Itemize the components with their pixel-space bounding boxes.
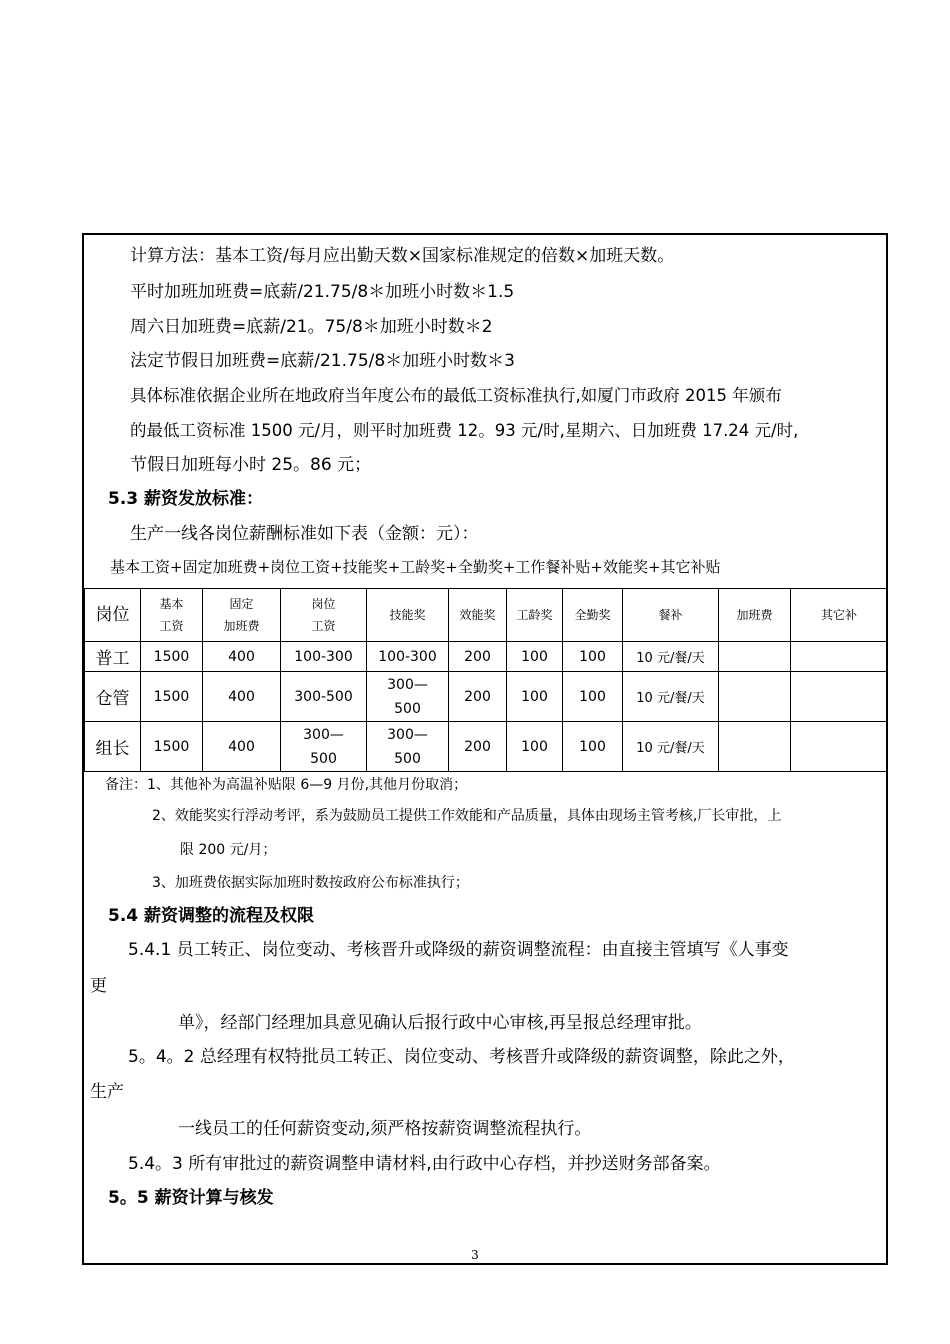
overtime-basis-line2: 的最低工资标准 1500 元/月，则平时加班费 12。93 元/时,星期六、日加班费 17.24 元/时,: [130, 421, 799, 440]
cell-meal: 10 元/餐/天: [623, 642, 719, 672]
cell-skill: 300— 500: [367, 672, 449, 722]
section-5-4-2-line1: 5。4。2 总经理有权特批员工转正、岗位变动、考核晋升或降级的薪资调整，除此之外，: [128, 1047, 795, 1067]
cell-fixed-ot: 400: [203, 672, 281, 722]
overtime-weekend-formula: 周六日加班费=底薪/21。75/8＊加班小时数＊2: [130, 317, 493, 337]
section-5-5-heading: 5。5 薪资计算与核发: [108, 1188, 274, 1208]
header-cell: 岗位 工资: [281, 589, 367, 642]
header-cell: 餐补: [623, 589, 719, 642]
cell-position: 仓管: [85, 672, 141, 722]
cell-ot: [719, 722, 791, 772]
header-cell: 效能奖: [449, 589, 507, 642]
section-5-3-intro: 生产一线各岗位薪酬标准如下表（金额：元）：: [130, 524, 479, 544]
note-2-line1: 2、效能奖实行浮动考评，系为鼓励员工提供工作效能和产品质量，具体由现场主管考核,厂长审批，上: [152, 808, 782, 824]
section-5-4-1-line1: 5.4.1 员工转正、岗位变动、考核晋升或降级的薪资调整流程：由直接主管填写《人事变: [128, 940, 789, 960]
header-cell: 基本 工资: [141, 589, 203, 642]
cell-fixed-ot: 400: [203, 722, 281, 772]
note-1: 备注：1、其他补为高温补贴限 6—9 月份,其他月份取消；: [105, 777, 468, 793]
header-cell: 工龄奖: [507, 589, 563, 642]
cell-attendance: 100: [563, 642, 623, 672]
section-5-4-1-line2: 更: [90, 976, 107, 996]
header-cell: 全勤奖: [563, 589, 623, 642]
salary-table: [84, 588, 888, 772]
section-5-3-heading: 5.3 薪资发放标准：: [108, 489, 264, 509]
cell-position: 普工: [85, 642, 141, 672]
cell-meal: 10 元/餐/天: [623, 672, 719, 722]
cell-skill: 300— 500: [367, 722, 449, 772]
section-5-4-1-line3: 单》，经部门经理加具意见确认后报行政中心审核,再呈报总经理审批。: [178, 1013, 702, 1033]
cell-other: [791, 672, 888, 722]
overtime-holiday-formula: 法定节假日加班费=底薪/21.75/8＊加班小时数＊3: [130, 351, 515, 371]
cell-post: 300— 500: [281, 722, 367, 772]
cell-attendance: 100: [563, 722, 623, 772]
cell-seniority: 100: [507, 722, 563, 772]
cell-other: [791, 722, 888, 772]
cell-fixed-ot: 400: [203, 642, 281, 672]
cell-efficiency: 200: [449, 672, 507, 722]
section-5-4-3: 5.4。3 所有审批过的薪资调整申请材料,由行政中心存档，并抄送财务部备案。: [128, 1154, 721, 1174]
cell-position: 组长: [85, 722, 141, 772]
cell-efficiency: 200: [449, 642, 507, 672]
header-cell: 其它补: [791, 589, 888, 642]
header-cell: 技能奖: [367, 589, 449, 642]
cell-base: 1500: [141, 672, 203, 722]
table-row: [85, 722, 888, 772]
overtime-basis-line1: 具体标准依据企业所在地政府当年度公布的最低工资标准执行,如厦门市政府 2015 年颁布: [130, 386, 782, 405]
table-row: [85, 672, 888, 722]
overtime-weekday-formula: 平时加班加班费=底薪/21.75/8＊加班小时数＊1.5: [130, 282, 515, 302]
section-5-4-heading: 5.4 薪资调整的流程及权限: [108, 906, 315, 926]
section-5-4-2-line2: 生产: [90, 1082, 124, 1102]
table-row: [85, 642, 888, 672]
overtime-method: 计算方法：基本工资/每月应出勤天数×国家标准规定的倍数×加班天数。: [130, 246, 675, 266]
overtime-basis-line3: 节假日加班每小时 25。86 元；: [130, 455, 372, 475]
section-5-4-2-line3: 一线员工的任何薪资变动,须严格按薪资调整流程执行。: [178, 1119, 592, 1139]
cell-post: 100-300: [281, 642, 367, 672]
cell-skill: 100-300: [367, 642, 449, 672]
note-3: 3、加班费依据实际加班时数按政府公布标准执行；: [152, 875, 469, 891]
cell-ot: [719, 672, 791, 722]
note-2-line2: 限 200 元/月；: [180, 842, 277, 858]
cell-efficiency: 200: [449, 722, 507, 772]
header-cell: 岗位: [85, 589, 141, 642]
table-header-row: [85, 589, 888, 642]
header-cell: 加班费: [719, 589, 791, 642]
cell-other: [791, 642, 888, 672]
salary-formula: 基本工资+固定加班费+岗位工资+技能奖+工龄奖+全勤奖+工作餐补贴+效能奖+其它补贴: [110, 558, 721, 576]
cell-base: 1500: [141, 642, 203, 672]
cell-seniority: 100: [507, 672, 563, 722]
cell-ot: [719, 642, 791, 672]
cell-attendance: 100: [563, 672, 623, 722]
cell-seniority: 100: [507, 642, 563, 672]
header-cell: 固定 加班费: [203, 589, 281, 642]
cell-meal: 10 元/餐/天: [623, 722, 719, 772]
cell-post: 300-500: [281, 672, 367, 722]
cell-base: 1500: [141, 722, 203, 772]
page-number: 3: [471, 1248, 479, 1262]
